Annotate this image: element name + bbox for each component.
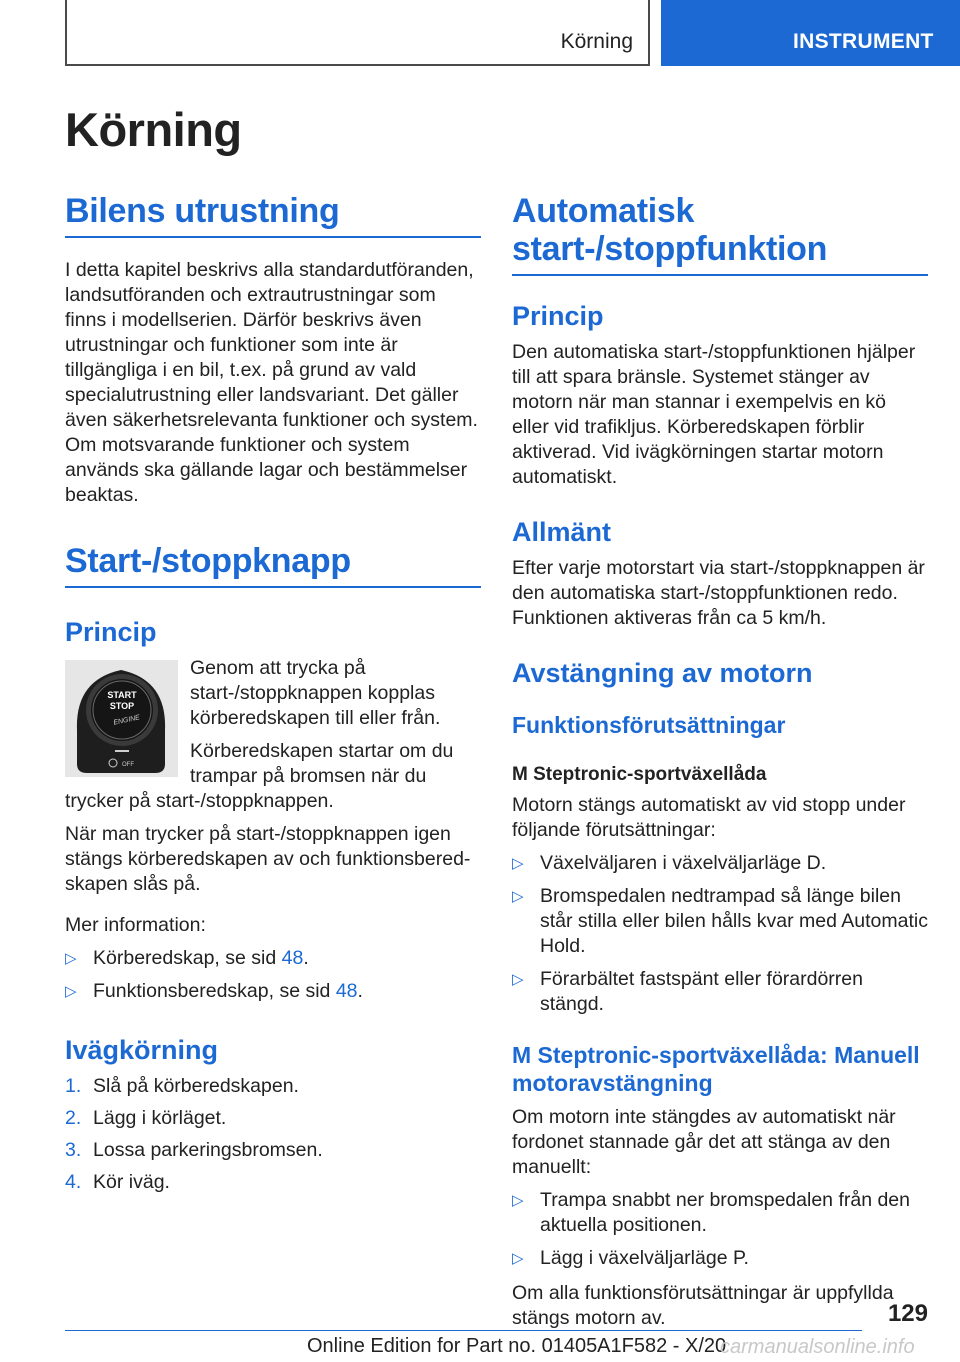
page-link[interactable]: 48 <box>281 947 304 969</box>
page-title: Körning <box>65 103 242 156</box>
list-item: ▷ Bromspedalen nedtrampad så länge bilen står stilla eller bilen hålls kvar med Automatic Hold. <box>512 885 928 957</box>
allmant-text: Efter varje motorstart via start-/stoppknappen är den automatiska start-/stoppfunktionen redo. Funktionen aktiveras från ca 5 km/h. <box>512 557 925 629</box>
princip-p1: Genom att trycka på start-/stoppknappen kopplas körberedskapen till eller från. <box>190 657 441 729</box>
heading-bilens-utrustning: Bilens utrustning <box>65 192 481 238</box>
triangle-bullet-icon: ▷ <box>512 855 524 872</box>
list-item: ▷ Förarbältet fastspänt eller förardörren stängd. <box>512 968 863 1015</box>
list-item: ▷ Lägg i växelväljarläge P. <box>512 1247 749 1269</box>
heading-princip-left: Princip <box>65 617 157 647</box>
button-label-engine: ENGINE <box>112 714 141 727</box>
list-item: 2. Lägg i körläget. <box>65 1107 227 1129</box>
triangle-bullet-icon: ▷ <box>65 950 77 967</box>
triangle-bullet-icon: ▷ <box>512 1250 524 1267</box>
header-section: Körning <box>560 30 633 53</box>
manuell-text: Om motorn inte stängdes av automatiskt när fordonet stannade går det att stänga av den manuellt: <box>512 1106 896 1178</box>
final-text: Om alla funktionsförutsättningar är uppfyllda stängs motorn av. <box>512 1282 894 1329</box>
page-link[interactable]: 48 <box>335 980 358 1002</box>
list-item: 4. Kör iväg. <box>65 1171 170 1193</box>
button-label-off: OFF <box>122 762 134 768</box>
heading-avstangning: Avstängning av motorn <box>512 658 813 688</box>
header-chapter-tab: INSTRUMENT <box>661 0 960 66</box>
heading-manuell-motoravstangning: M Steptronic-sportväxellåda: Manuell motoravstängning <box>512 1042 920 1096</box>
princip-text-right: Den automatiska start-/stoppfunktionen hjälper till att spara bränsle. Systemet stänger av motorn när man stannar i exempelvis en kö eller vid trafikljus. Körberedskapen förblir aktiverad. Vid ivägkörningen startar motorn automatiskt. <box>512 341 916 488</box>
watermark: carmanualsonline.info <box>720 1336 915 1358</box>
heading-princip-right: Princip <box>512 301 604 331</box>
princip-p2: Körberedskapen startar om du trampar på bromsen när du trycker på start-/stoppknappen. <box>65 740 454 812</box>
list-item: ▷ Körberedskap, se sid 48. <box>65 947 309 969</box>
triangle-bullet-icon: ▷ <box>512 1192 524 1209</box>
princip-figure-block <box>65 656 481 814</box>
conditions-list <box>512 851 928 1017</box>
steps-list <box>65 1074 481 1195</box>
triangle-bullet-icon: ▷ <box>512 971 524 988</box>
triangle-bullet-icon: ▷ <box>512 888 524 905</box>
motorn-text: Motorn stängs automatiskt av vid stopp under följande förutsättningar: <box>512 794 906 841</box>
heading-automatisk-start-stopp: Automatisk start-/stoppfunktion <box>512 192 928 276</box>
button-label-start: START <box>107 690 137 700</box>
princip-p3: När man trycker på start-/stoppknappen igen stängs körberedskapen av och funktionsberedskapen slås på. <box>65 823 471 895</box>
heading-allmant: Allmänt <box>512 517 612 547</box>
start-stop-button-icon <box>65 660 178 777</box>
bilens-text: I detta kapitel beskrivs alla standardutföranden, landsutföranden och extrautrustningar som finns i modellserien. Därför beskrivs även utrustningar och funktioner som inte är tillgängliga i en bil, t.ex. på grund av vald specialutrustning eller landsvariant. Det gäller även säkerhetsrelevanta funktioner och system. Om motsvarande funktioner och system används ska gällande lagar och bestämmelser beaktas. <box>65 259 478 506</box>
heading-m-steptronic: M Steptronic-sportväxellåda <box>512 764 767 785</box>
list-item: ▷ Växelväljaren i växelväljarläge D. <box>512 852 827 874</box>
triangle-bullet-icon: ▷ <box>65 983 77 1000</box>
right-column <box>512 192 928 1339</box>
heading-start-stoppknapp: Start-/stoppknapp <box>65 542 481 588</box>
footer-divider <box>65 1330 862 1331</box>
mer-information-label: Mer information: <box>65 914 206 936</box>
list-item: ▷ Trampa snabbt ner bromspedalen från den aktuella positionen. <box>512 1189 910 1236</box>
list-item: 1. Slå på körberedskapen. <box>65 1075 299 1097</box>
manuell-list <box>512 1188 928 1271</box>
heading-funktionsforutsattningar: Funktionsförutsättningar <box>512 712 786 738</box>
list-item: 3. Lossa parkeringsbromsen. <box>65 1139 323 1161</box>
heading-ivagkorning: Ivägkörning <box>65 1035 219 1065</box>
left-column <box>65 192 481 1202</box>
footer-edition: Online Edition for Part no. 01405A1F582 - X/20 <box>307 1335 727 1357</box>
button-label-stop: STOP <box>109 701 135 711</box>
start-stop-button-image <box>65 660 178 777</box>
page-number: 129 <box>887 1300 928 1327</box>
info-list <box>65 946 481 1004</box>
list-item: ▷ Funktionsberedskap, se sid 48. <box>65 980 363 1002</box>
